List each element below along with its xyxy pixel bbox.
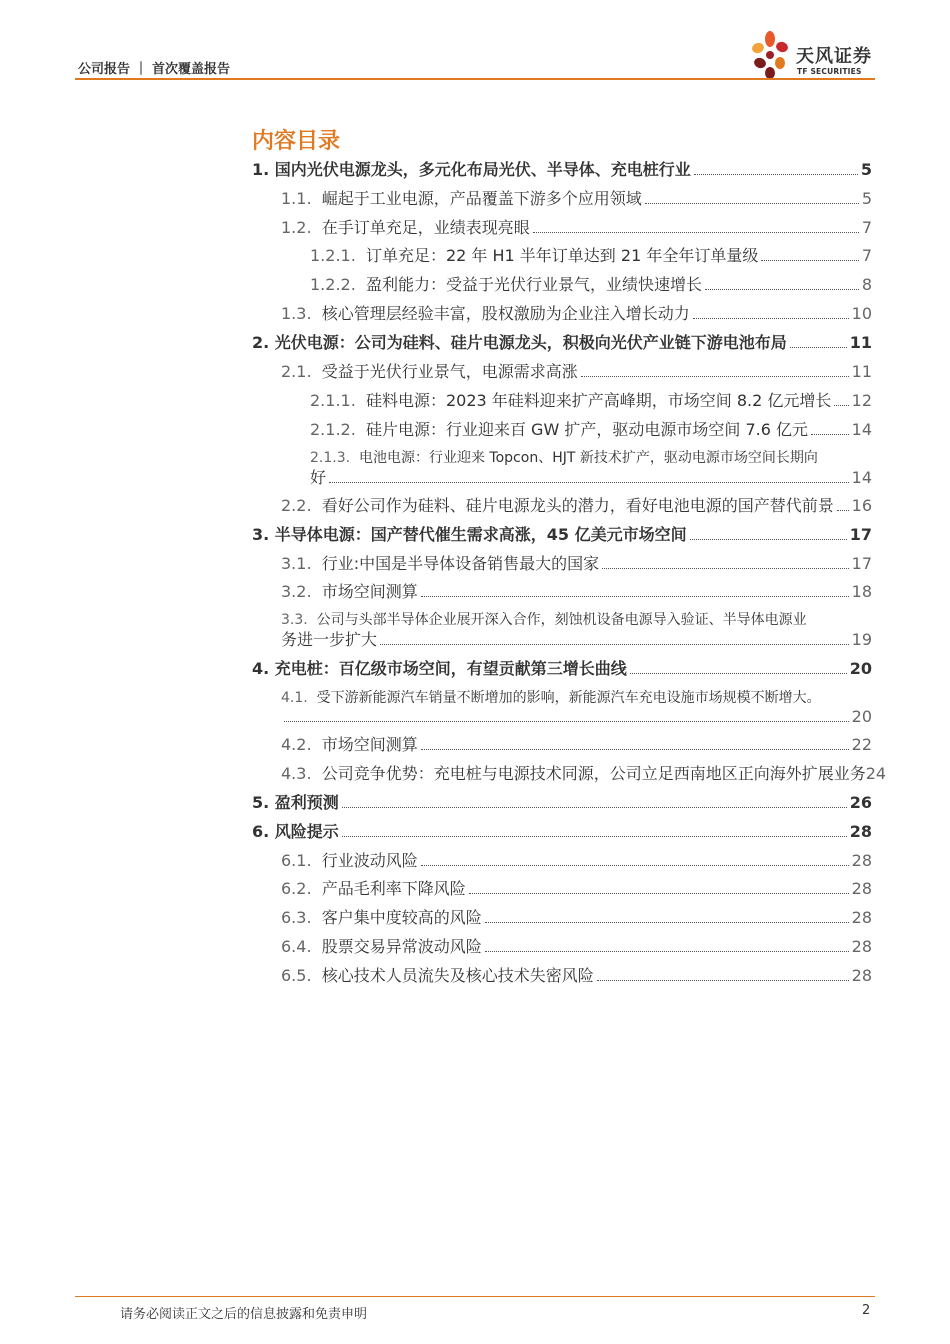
toc-page: 28 — [851, 851, 872, 870]
toc-text: 核心技术人员流失及核心技术失密风险 — [321, 966, 594, 985]
toc-entry-6-2[interactable] — [281, 879, 872, 899]
toc-num: 1.3. — [281, 304, 312, 323]
toc-entry-1-2-1[interactable] — [310, 246, 872, 266]
toc-text: 行业:中国是半导体设备销售最大的国家 — [321, 554, 600, 573]
logo-subtitle: TF SECURITIES — [797, 67, 862, 76]
toc-entry-6-1[interactable] — [281, 851, 872, 871]
toc-title: 内容目录 — [252, 129, 341, 154]
toc-leader — [630, 673, 847, 674]
toc-entry-5[interactable] — [252, 793, 872, 813]
toc-page: 28 — [849, 822, 872, 841]
toc-entry-2[interactable] — [252, 333, 872, 353]
toc-num: 3.3. — [281, 612, 308, 628]
toc-leader — [581, 376, 849, 377]
toc-text: 盈利预测 — [274, 793, 339, 812]
toc-entry-1-1[interactable] — [281, 189, 872, 209]
toc-num: 1. — [252, 160, 270, 179]
toc-entry-6-3[interactable] — [281, 908, 872, 928]
toc-text: 硅料电源：2023 年硅料迎来扩产高峰期，市场空间 8.2 亿元增长 — [365, 391, 832, 410]
toc-entry-2-1[interactable] — [281, 362, 872, 382]
toc-leader — [790, 347, 847, 348]
toc-entry-4-1-line1[interactable] — [281, 688, 821, 708]
toc-text: 充电桩：百亿级市场空间，有望贡献第三增长曲线 — [274, 659, 627, 678]
toc-leader — [690, 539, 847, 540]
toc-page: 11 — [851, 362, 872, 381]
toc-num: 6.1. — [281, 851, 312, 870]
toc-entry-1-2[interactable] — [281, 218, 872, 238]
toc-text: 股票交易异常波动风险 — [321, 937, 482, 956]
toc-page: 8 — [861, 275, 872, 294]
toc-num: 2.1.2. — [310, 420, 356, 439]
toc-text: 光伏电源：公司为硅料、硅片电源龙头，积极向光伏产业链下游电池布局 — [274, 333, 787, 352]
toc-num: 6.5. — [281, 966, 312, 985]
toc-text: 公司竞争优势：充电桩与电源技术同源，公司立足西南地区正向海外扩展业务 — [321, 764, 866, 783]
toc-text: 国内光伏电源龙头，多元化布局光伏、半导体、充电桩行业 — [274, 160, 691, 179]
toc-num: 6. — [252, 822, 270, 841]
toc-page: 28 — [851, 879, 872, 898]
toc-leader — [837, 510, 849, 511]
toc-page: 24 — [865, 764, 887, 783]
toc-page: 22 — [851, 735, 872, 754]
toc-leader — [342, 807, 847, 808]
toc-num: 2. — [252, 333, 270, 352]
toc-text: 电池电源：行业迎来 Topcon、HJT 新技术扩产，驱动电源市场空间长期向 — [358, 450, 818, 466]
toc-text: 受益于光伏行业景气，电源需求高涨 — [321, 362, 578, 381]
toc-text: 盈利能力：受益于光伏行业景气，业绩快速增长 — [365, 275, 702, 294]
toc-leader — [421, 749, 849, 750]
toc-entry-3-1[interactable] — [281, 554, 872, 574]
toc-text: 硅片电源：行业迎来百 GW 扩产，驱动电源市场空间 7.6 亿元 — [365, 420, 808, 439]
toc-entry-1-2-2[interactable] — [310, 275, 872, 295]
toc-entry-2-1-1[interactable] — [310, 391, 872, 411]
toc-page: 28 — [851, 937, 872, 956]
toc-page: 20 — [851, 707, 872, 726]
toc-leader — [485, 951, 849, 952]
toc-num: 6.3. — [281, 908, 312, 927]
toc-num: 1.2.2. — [310, 275, 356, 294]
toc-num: 4.3. — [281, 764, 312, 783]
toc-num: 3.2. — [281, 582, 312, 601]
toc-page: 7 — [861, 218, 872, 237]
toc-entry-6[interactable] — [252, 822, 872, 842]
toc-text: 崛起于工业电源，产品覆盖下游多个应用领域 — [321, 189, 642, 208]
toc-entry-3[interactable] — [252, 525, 872, 545]
toc-num: 1.2. — [281, 218, 312, 237]
toc-num: 4. — [252, 659, 270, 678]
toc-entry-6-4[interactable] — [281, 937, 872, 957]
toc-text: 核心管理层经验丰富，股权激励为企业注入增长动力 — [321, 304, 690, 323]
toc-num: 2.1.3. — [310, 450, 351, 466]
company-logo — [748, 30, 878, 80]
toc-num: 5. — [252, 793, 270, 812]
toc-page: 10 — [851, 304, 872, 323]
toc-text: 看好公司作为硅料、硅片电源龙头的潜力，看好电池电源的国产替代前景 — [321, 496, 834, 515]
toc-page: 20 — [849, 659, 872, 678]
toc-leader — [602, 568, 849, 569]
toc-entry-4-1-line2[interactable] — [281, 707, 872, 727]
toc-page: 16 — [851, 496, 872, 515]
toc-text: 公司与头部半导体企业展开深入合作，刻蚀机设备电源导入验证、半导体电源业 — [316, 612, 807, 628]
toc-entry-2-2[interactable] — [281, 496, 872, 516]
toc-entry-3-2[interactable] — [281, 582, 872, 602]
logo-flower-icon — [748, 30, 794, 80]
toc-page: 19 — [851, 630, 872, 649]
toc-num: 2.1. — [281, 362, 312, 381]
toc-text: 好 — [310, 468, 327, 487]
toc-leader — [693, 318, 849, 319]
toc-leader — [421, 596, 849, 597]
toc-leader — [705, 289, 859, 290]
toc-page: 26 — [849, 793, 872, 812]
logo-name: 天风证券 — [796, 46, 872, 67]
toc-page: 14 — [851, 468, 872, 487]
toc-num: 4.2. — [281, 735, 312, 754]
toc-page: 14 — [851, 420, 872, 439]
toc-leader — [469, 893, 849, 894]
toc-leader — [329, 482, 849, 483]
toc-entry-1-3[interactable] — [281, 304, 872, 324]
toc-page: 18 — [851, 582, 872, 601]
toc-text: 客户集中度较高的风险 — [321, 908, 482, 927]
toc-text: 市场空间测算 — [321, 735, 418, 754]
toc-text: 行业波动风险 — [321, 851, 418, 870]
toc-leader — [645, 203, 859, 204]
toc-num: 6.4. — [281, 937, 312, 956]
toc-leader — [761, 260, 858, 261]
toc-page: 7 — [861, 246, 872, 265]
toc-page: 5 — [860, 160, 872, 179]
toc-leader — [380, 644, 849, 645]
toc-text: 订单充足：22 年 H1 半年订单达到 21 年全年订单量级 — [365, 246, 759, 265]
toc-num: 3. — [252, 525, 270, 544]
toc-text: 在手订单充足，业绩表现亮眼 — [321, 218, 530, 237]
toc-entry-3-3-line2[interactable] — [281, 630, 872, 650]
toc-entry-1[interactable] — [252, 160, 872, 180]
toc-num: 1.2.1. — [310, 246, 356, 265]
toc-entry-4-2[interactable] — [281, 735, 872, 755]
toc-page: 17 — [849, 525, 872, 544]
toc-entry-6-5[interactable] — [281, 966, 872, 986]
toc-leader — [421, 865, 849, 866]
toc-page: 11 — [849, 333, 872, 352]
toc-entry-2-1-3-line2[interactable] — [310, 468, 872, 488]
toc-leader — [834, 405, 848, 406]
toc-entry-2-1-3-line1[interactable] — [310, 448, 818, 468]
toc-num: 6.2. — [281, 879, 312, 898]
toc-page: 28 — [851, 908, 872, 927]
toc-entry-4[interactable] — [252, 659, 872, 679]
toc-text: 务进一步扩大 — [281, 630, 378, 649]
toc-page: 28 — [851, 966, 872, 985]
toc-num: 2.1.1. — [310, 391, 356, 410]
toc-num: 2.2. — [281, 496, 312, 515]
toc-leader — [533, 232, 859, 233]
report-type-label: 公司报告 ｜ 首次覆盖报告 — [78, 62, 231, 77]
toc-page: 5 — [861, 189, 872, 208]
toc-text: 市场空间测算 — [321, 582, 418, 601]
page-number: 2 — [862, 1303, 871, 1318]
toc-leader — [811, 434, 849, 435]
toc-text: 产品毛利率下降风险 — [321, 879, 466, 898]
toc-leader — [694, 174, 858, 175]
toc-page: 17 — [851, 554, 872, 573]
toc-num: 1.1. — [281, 189, 312, 208]
toc-entry-2-1-2[interactable] — [310, 420, 872, 440]
toc-leader — [485, 922, 849, 923]
toc-text: 受下游新能源汽车销量不断增加的影响，新能源汽车充电设施市场规模不断增大。 — [316, 690, 821, 706]
toc-num: 3.1. — [281, 554, 312, 573]
toc-leader — [342, 836, 847, 837]
toc-leader — [597, 980, 849, 981]
toc-entry-3-3-line1[interactable] — [281, 610, 807, 630]
footer-disclaimer: 请务必阅读正文之后的信息披露和免责申明 — [120, 1307, 368, 1322]
toc-entry-4-3[interactable] — [281, 764, 887, 784]
toc-text: 风险提示 — [274, 822, 339, 841]
toc-num: 4.1. — [281, 690, 308, 706]
toc-page: 12 — [851, 391, 872, 410]
toc-leader — [284, 721, 849, 722]
footer-divider — [75, 1296, 875, 1297]
header-divider — [75, 78, 875, 80]
toc-text: 半导体电源：国产替代催生需求高涨，45 亿美元市场空间 — [274, 525, 687, 544]
